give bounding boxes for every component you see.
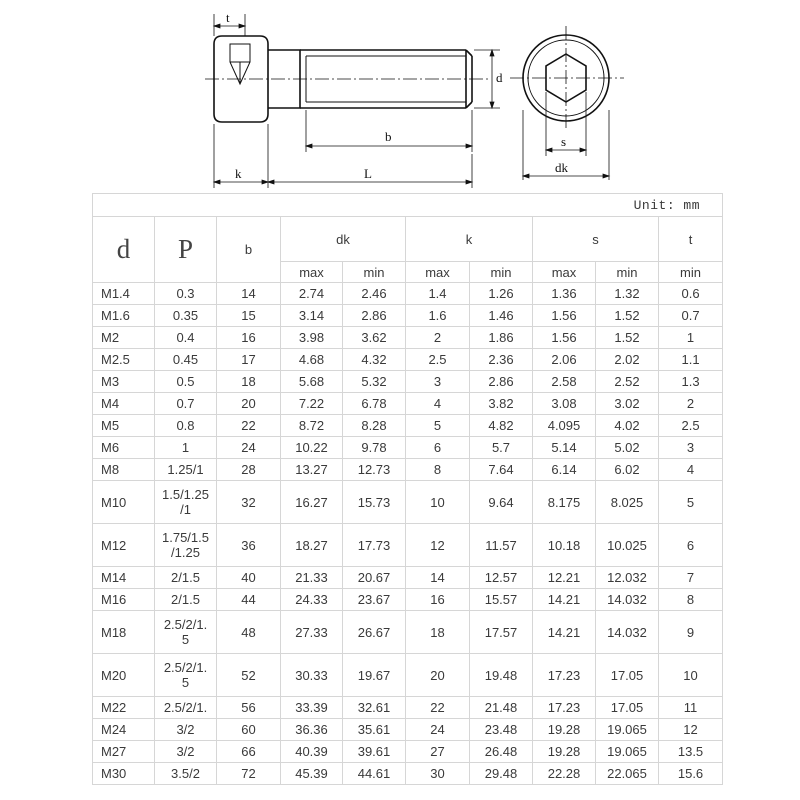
cell-k-min: 3.82 xyxy=(470,393,533,415)
table-row xyxy=(93,415,723,437)
cell-s-max: 6.14 xyxy=(533,459,596,481)
cell-k-min: 26.48 xyxy=(470,741,533,763)
cell-d: M8 xyxy=(93,459,155,481)
cell-d: M2.5 xyxy=(93,349,155,371)
cell-b: 17 xyxy=(217,349,281,371)
cell-d: M6 xyxy=(93,437,155,459)
cell-dk-min: 39.61 xyxy=(343,741,406,763)
p-line: 1.75/1.5 xyxy=(162,530,209,545)
cell-k-min: 9.64 xyxy=(470,481,533,524)
cell-dk-max: 33.39 xyxy=(281,697,343,719)
cell-dk-max: 7.22 xyxy=(281,393,343,415)
cell-t-min: 12 xyxy=(659,719,723,741)
cell-b: 24 xyxy=(217,437,281,459)
cell-t-min: 9 xyxy=(659,611,723,654)
cell-p xyxy=(155,481,217,524)
cell-dk-max: 3.14 xyxy=(281,305,343,327)
cell-b: 60 xyxy=(217,719,281,741)
header-k: k xyxy=(406,217,533,262)
cell-s-min: 14.032 xyxy=(596,589,659,611)
cell-s-max: 2.06 xyxy=(533,349,596,371)
cell-dk-max: 5.68 xyxy=(281,371,343,393)
cell-dk-min: 8.28 xyxy=(343,415,406,437)
cell-s-min: 14.032 xyxy=(596,611,659,654)
cell-dk-max: 18.27 xyxy=(281,524,343,567)
cell-p: 0.45 xyxy=(155,349,217,371)
cell-d: M27 xyxy=(93,741,155,763)
cell-k-min: 11.57 xyxy=(470,524,533,567)
table-row xyxy=(93,349,723,371)
cell-dk-min: 17.73 xyxy=(343,524,406,567)
cell-d: M20 xyxy=(93,654,155,697)
p-line: 5 xyxy=(181,632,190,647)
table-row xyxy=(93,371,723,393)
cell-t-min: 2.5 xyxy=(659,415,723,437)
cell-p: 1 xyxy=(155,437,217,459)
cell-k-min: 29.48 xyxy=(470,763,533,785)
cell-p: 2/1.5 xyxy=(155,589,217,611)
header-P: P xyxy=(155,217,217,283)
cell-k-max: 5 xyxy=(406,415,470,437)
cell-k-min: 2.86 xyxy=(470,371,533,393)
cell-k-max: 27 xyxy=(406,741,470,763)
cell-t-min: 5 xyxy=(659,481,723,524)
cell-s-max: 2.58 xyxy=(533,371,596,393)
cell-p: 0.35 xyxy=(155,305,217,327)
table-row xyxy=(93,437,723,459)
cell-k-min: 2.36 xyxy=(470,349,533,371)
cell-s-min: 10.025 xyxy=(596,524,659,567)
cell-s-min: 1.52 xyxy=(596,327,659,349)
p-line: 1.5/1.25 xyxy=(162,487,209,502)
cell-s-max: 5.14 xyxy=(533,437,596,459)
cell-dk-min: 20.67 xyxy=(343,567,406,589)
cell-d: M10 xyxy=(93,481,155,524)
cell-k-max: 1.4 xyxy=(406,283,470,305)
cell-k-min: 4.82 xyxy=(470,415,533,437)
cell-dk-min: 35.61 xyxy=(343,719,406,741)
cell-p: 2/1.5 xyxy=(155,567,217,589)
cell-s-min: 2.02 xyxy=(596,349,659,371)
cell-k-max: 2.5 xyxy=(406,349,470,371)
table-row xyxy=(93,524,723,567)
cell-dk-min: 9.78 xyxy=(343,437,406,459)
cell-k-max: 24 xyxy=(406,719,470,741)
cell-p: 2.5/2/1. xyxy=(155,697,217,719)
cell-t-min: 0.7 xyxy=(659,305,723,327)
cell-b: 14 xyxy=(217,283,281,305)
cell-dk-max: 13.27 xyxy=(281,459,343,481)
header-dk: dk xyxy=(281,217,406,262)
cell-d: M14 xyxy=(93,567,155,589)
cell-s-max: 3.08 xyxy=(533,393,596,415)
cell-b: 36 xyxy=(217,524,281,567)
header-k-min: min xyxy=(470,262,533,283)
cell-dk-max: 40.39 xyxy=(281,741,343,763)
p-line: /1.25 xyxy=(171,545,200,560)
label-dk: dk xyxy=(555,160,568,175)
cell-s-max: 4.095 xyxy=(533,415,596,437)
cell-t-min: 8 xyxy=(659,589,723,611)
cell-s-min: 12.032 xyxy=(596,567,659,589)
cell-dk-max: 3.98 xyxy=(281,327,343,349)
cell-k-min: 7.64 xyxy=(470,459,533,481)
table-row xyxy=(93,481,723,524)
p-line: 2.5/2/1. xyxy=(163,617,208,632)
cell-p: 0.5 xyxy=(155,371,217,393)
cell-k-min: 1.26 xyxy=(470,283,533,305)
cell-p: 0.7 xyxy=(155,393,217,415)
cell-d: M2 xyxy=(93,327,155,349)
cell-k-min: 23.48 xyxy=(470,719,533,741)
cell-s-max: 8.175 xyxy=(533,481,596,524)
cell-k-max: 6 xyxy=(406,437,470,459)
label-b: b xyxy=(385,129,392,144)
cell-k-max: 2 xyxy=(406,327,470,349)
cell-dk-min: 2.46 xyxy=(343,283,406,305)
screw-dimension-drawing xyxy=(0,0,800,190)
cell-k-max: 10 xyxy=(406,481,470,524)
cell-d: M5 xyxy=(93,415,155,437)
cell-s-min: 17.05 xyxy=(596,697,659,719)
cell-p: 0.3 xyxy=(155,283,217,305)
cell-t-min: 1.1 xyxy=(659,349,723,371)
cell-b: 16 xyxy=(217,327,281,349)
cell-k-min: 17.57 xyxy=(470,611,533,654)
cell-p xyxy=(155,524,217,567)
cell-k-min: 15.57 xyxy=(470,589,533,611)
label-s: s xyxy=(561,134,567,149)
cell-p xyxy=(155,654,217,697)
header-s-min: min xyxy=(596,262,659,283)
cell-s-min: 22.065 xyxy=(596,763,659,785)
cell-d: M22 xyxy=(93,697,155,719)
cell-dk-min: 6.78 xyxy=(343,393,406,415)
cell-p xyxy=(155,611,217,654)
header-t-min: min xyxy=(659,262,723,283)
table-row xyxy=(93,719,723,741)
screw-end-view xyxy=(510,26,624,130)
table-row xyxy=(93,305,723,327)
cell-k-max: 14 xyxy=(406,567,470,589)
cell-dk-max: 36.36 xyxy=(281,719,343,741)
cell-d: M18 xyxy=(93,611,155,654)
cell-d: M4 xyxy=(93,393,155,415)
cell-dk-max: 27.33 xyxy=(281,611,343,654)
table-row xyxy=(93,763,723,785)
cell-dk-max: 10.22 xyxy=(281,437,343,459)
cell-p: 3.5/2 xyxy=(155,763,217,785)
cell-dk-max: 2.74 xyxy=(281,283,343,305)
cell-s-max: 1.56 xyxy=(533,327,596,349)
dimension-k-L xyxy=(214,124,472,188)
cell-b: 40 xyxy=(217,567,281,589)
cell-k-max: 12 xyxy=(406,524,470,567)
header-k-max: max xyxy=(406,262,470,283)
cell-dk-min: 26.67 xyxy=(343,611,406,654)
header-d: d xyxy=(93,217,155,283)
cell-dk-max: 30.33 xyxy=(281,654,343,697)
cell-d: M12 xyxy=(93,524,155,567)
cell-k-max: 20 xyxy=(406,654,470,697)
header-b: b xyxy=(217,217,281,283)
cell-d: M1.4 xyxy=(93,283,155,305)
cell-s-max: 19.28 xyxy=(533,719,596,741)
cell-t-min: 15.6 xyxy=(659,763,723,785)
cell-b: 52 xyxy=(217,654,281,697)
cell-k-max: 18 xyxy=(406,611,470,654)
cell-t-min: 1 xyxy=(659,327,723,349)
cell-t-min: 13.5 xyxy=(659,741,723,763)
cell-dk-min: 19.67 xyxy=(343,654,406,697)
cell-dk-min: 3.62 xyxy=(343,327,406,349)
cell-k-min: 21.48 xyxy=(470,697,533,719)
cell-s-max: 12.21 xyxy=(533,567,596,589)
cell-b: 15 xyxy=(217,305,281,327)
cell-dk-max: 8.72 xyxy=(281,415,343,437)
cell-t-min: 6 xyxy=(659,524,723,567)
cell-k-max: 8 xyxy=(406,459,470,481)
cell-s-max: 10.18 xyxy=(533,524,596,567)
cell-d: M24 xyxy=(93,719,155,741)
cell-s-min: 4.02 xyxy=(596,415,659,437)
cell-dk-max: 45.39 xyxy=(281,763,343,785)
cell-s-max: 1.36 xyxy=(533,283,596,305)
cell-k-max: 1.6 xyxy=(406,305,470,327)
cell-s-max: 17.23 xyxy=(533,654,596,697)
cell-t-min: 7 xyxy=(659,567,723,589)
cell-k-min: 1.46 xyxy=(470,305,533,327)
cell-t-min: 2 xyxy=(659,393,723,415)
cell-b: 32 xyxy=(217,481,281,524)
cell-s-max: 22.28 xyxy=(533,763,596,785)
specification-table xyxy=(92,193,723,785)
p-line: 5 xyxy=(181,675,190,690)
table-row xyxy=(93,327,723,349)
cell-b: 20 xyxy=(217,393,281,415)
label-t: t xyxy=(226,10,230,25)
table-row xyxy=(93,459,723,481)
p-line: 2.5/2/1. xyxy=(163,660,208,675)
cell-t-min: 3 xyxy=(659,437,723,459)
cell-b: 18 xyxy=(217,371,281,393)
header-dk-min: min xyxy=(343,262,406,283)
table-row xyxy=(93,393,723,415)
cell-s-min: 19.065 xyxy=(596,741,659,763)
cell-k-max: 30 xyxy=(406,763,470,785)
table-row xyxy=(93,741,723,763)
cell-t-min: 0.6 xyxy=(659,283,723,305)
p-line: /1 xyxy=(180,502,191,517)
cell-t-min: 11 xyxy=(659,697,723,719)
cell-d: M3 xyxy=(93,371,155,393)
cell-dk-max: 4.68 xyxy=(281,349,343,371)
cell-b: 72 xyxy=(217,763,281,785)
cell-s-min: 17.05 xyxy=(596,654,659,697)
cell-dk-min: 32.61 xyxy=(343,697,406,719)
cell-p: 1.25/1 xyxy=(155,459,217,481)
cell-s-min: 19.065 xyxy=(596,719,659,741)
header-s: s xyxy=(533,217,659,262)
cell-s-min: 3.02 xyxy=(596,393,659,415)
cell-s-min: 1.32 xyxy=(596,283,659,305)
label-k: k xyxy=(235,166,242,181)
cell-dk-max: 16.27 xyxy=(281,481,343,524)
cell-dk-min: 44.61 xyxy=(343,763,406,785)
cell-d: M30 xyxy=(93,763,155,785)
cell-s-max: 17.23 xyxy=(533,697,596,719)
cell-k-min: 12.57 xyxy=(470,567,533,589)
table-row xyxy=(93,283,723,305)
header-dk-max: max xyxy=(281,262,343,283)
label-L: L xyxy=(364,166,372,181)
cell-dk-max: 21.33 xyxy=(281,567,343,589)
cell-s-min: 6.02 xyxy=(596,459,659,481)
cell-b: 22 xyxy=(217,415,281,437)
cell-k-min: 19.48 xyxy=(470,654,533,697)
table-row xyxy=(93,611,723,654)
header-t: t xyxy=(659,217,723,262)
cell-dk-max: 24.33 xyxy=(281,589,343,611)
cell-dk-min: 5.32 xyxy=(343,371,406,393)
cell-s-min: 5.02 xyxy=(596,437,659,459)
cell-b: 56 xyxy=(217,697,281,719)
cell-p: 0.8 xyxy=(155,415,217,437)
cell-b: 48 xyxy=(217,611,281,654)
cell-k-min: 1.86 xyxy=(470,327,533,349)
cell-t-min: 10 xyxy=(659,654,723,697)
cell-s-min: 8.025 xyxy=(596,481,659,524)
cell-d: M1.6 xyxy=(93,305,155,327)
cell-k-max: 4 xyxy=(406,393,470,415)
label-d: d xyxy=(496,70,503,85)
cell-b: 66 xyxy=(217,741,281,763)
cell-k-max: 3 xyxy=(406,371,470,393)
cell-s-max: 14.21 xyxy=(533,589,596,611)
specification-table-container xyxy=(92,193,722,785)
cell-dk-min: 15.73 xyxy=(343,481,406,524)
cell-k-min: 5.7 xyxy=(470,437,533,459)
cell-p: 0.4 xyxy=(155,327,217,349)
header-s-max: max xyxy=(533,262,596,283)
cell-b: 28 xyxy=(217,459,281,481)
table-row xyxy=(93,589,723,611)
cell-dk-min: 2.86 xyxy=(343,305,406,327)
unit-label: Unit: mm xyxy=(93,194,723,217)
cell-b: 44 xyxy=(217,589,281,611)
cell-dk-min: 23.67 xyxy=(343,589,406,611)
cell-p: 3/2 xyxy=(155,719,217,741)
cell-t-min: 4 xyxy=(659,459,723,481)
table-row xyxy=(93,697,723,719)
cell-dk-min: 12.73 xyxy=(343,459,406,481)
cell-s-max: 19.28 xyxy=(533,741,596,763)
table-row xyxy=(93,654,723,697)
cell-dk-min: 4.32 xyxy=(343,349,406,371)
cell-k-max: 22 xyxy=(406,697,470,719)
cell-s-max: 14.21 xyxy=(533,611,596,654)
cell-s-max: 1.56 xyxy=(533,305,596,327)
cell-t-min: 1.3 xyxy=(659,371,723,393)
table-row xyxy=(93,567,723,589)
cell-k-max: 16 xyxy=(406,589,470,611)
cell-d: M16 xyxy=(93,589,155,611)
cell-p: 3/2 xyxy=(155,741,217,763)
cell-s-min: 1.52 xyxy=(596,305,659,327)
cell-s-min: 2.52 xyxy=(596,371,659,393)
